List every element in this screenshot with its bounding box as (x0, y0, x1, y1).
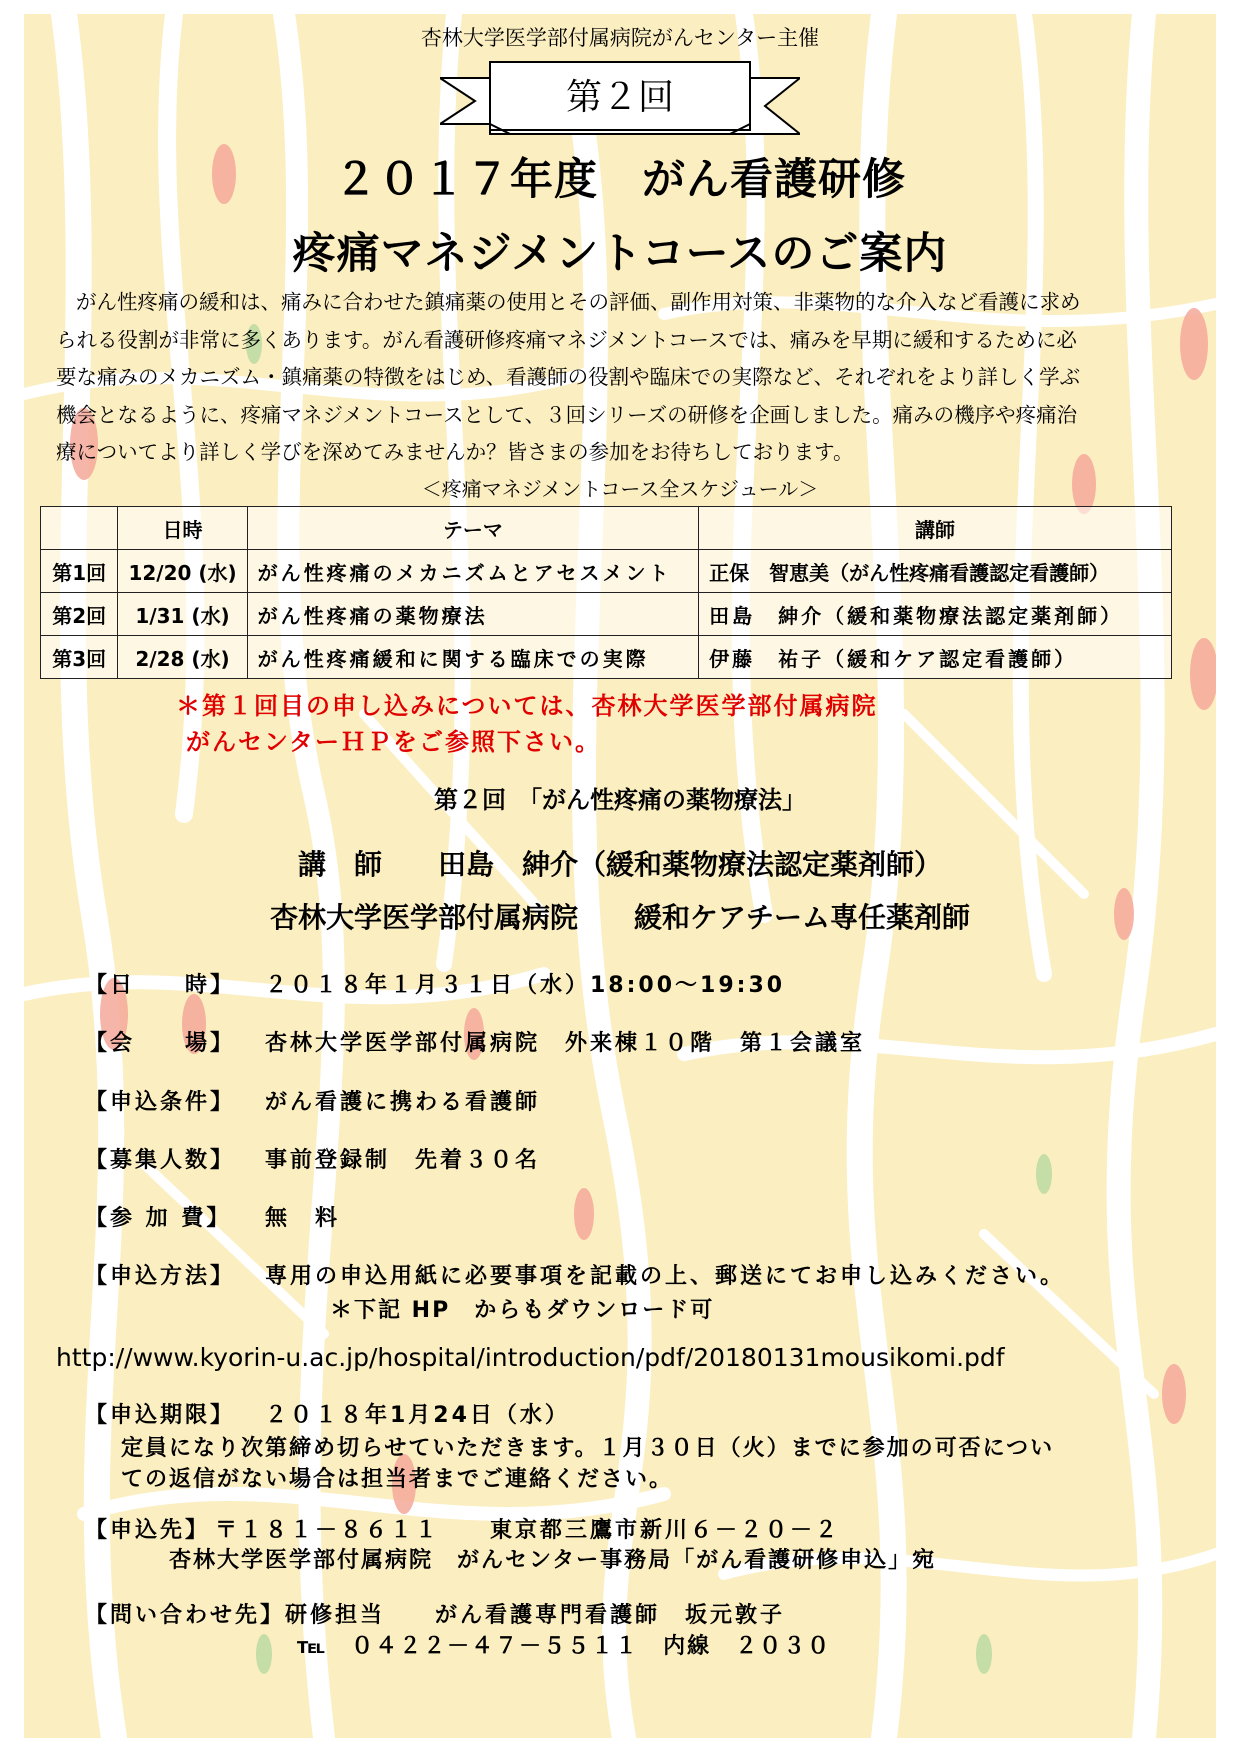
info-value: ２０１８年1月24日（水） (265, 1403, 570, 1428)
info-value: 杏林大学医学部付属病院 外来棟１０階 第１会議室 (265, 1031, 866, 1056)
intro-line: 療についてより詳しく学びを深めてみませんか？皆さまの参加をお待ちしております。 (56, 440, 854, 464)
deadline-note: ての返信がない場合は担当者までご連絡ください。 (121, 1467, 674, 1492)
info-contact (85, 1598, 832, 1659)
schedule-table (40, 506, 1172, 679)
info-datetime (85, 968, 785, 999)
info-label: 【会 場】 (85, 1031, 236, 1056)
date-cell: 2/28 (水) (118, 636, 247, 679)
round-label: 第２回 (565, 77, 674, 118)
lecturer-cell: 田島 紳介（緩和薬物療法認定薬剤師） (699, 593, 1172, 636)
intro-line: 要な痛みのメカニズム・鎮痛薬の特徴をはじめ、看護師の役割や臨床での実際など、それぞれをより詳しく学ぶ (56, 365, 1081, 389)
download-note: ＊下記 HP からもダウンロード可 (330, 1298, 715, 1323)
table-header-cell: 日時 (118, 507, 247, 550)
info-value: 無 料 (265, 1206, 341, 1231)
schedule-title: ＜疼痛マネジメントコース全スケジュール＞ (421, 477, 819, 501)
session-cell: 第3回 (41, 636, 118, 679)
table-row (41, 636, 1172, 679)
info-value: がん看護に携わる看護師 (265, 1090, 541, 1115)
deadline-note: 定員になり次第締め切らせていただきます。１月３０日（火）までに参加の可否につい (121, 1436, 1055, 1461)
lecturer-affiliation: 杏林大学医学部付属病院 緩和ケアチーム専任薬剤師 (269, 901, 970, 934)
intro-paragraph (56, 284, 1196, 472)
info-label: 【申込期限】 (85, 1403, 236, 1428)
theme-cell: がん性疼痛のメカニズムとアセスメント (247, 550, 698, 593)
intro-line: がん性疼痛の緩和は、痛みに合わせた鎮痛薬の使用とその評価、副作用対策、非薬物的な介入など看護に求め (76, 290, 1081, 314)
page-title: ２０１７年度 がん看護研修 (334, 155, 906, 205)
application-form-link[interactable]: http://www.kyorin-u.ac.jp/hospital/introduction/pdf/20180131mousikomi.pdf (56, 1343, 1005, 1372)
info-label: 【申込方法】 (85, 1264, 236, 1289)
round-banner (440, 58, 800, 142)
theme-cell: がん性疼痛の薬物療法 (247, 593, 698, 636)
intro-line: 機会となるように、疼痛マネジメントコースとして、３回シリーズの研修を企画しました。痛みの機序や疼痛治 (56, 402, 1078, 427)
table-header-row (41, 507, 1172, 550)
session-cell: 第2回 (41, 593, 118, 636)
page-subtitle: 疼痛マネジメントコースのご案内 (292, 229, 948, 279)
info-method (85, 1259, 1066, 1323)
session-title: 第２回 「がん性疼痛の薬物療法」 (434, 786, 806, 814)
lecturer-name: 講 師 田島 紳介（緩和薬物療法認定薬剤師） (297, 848, 942, 881)
table-row (41, 550, 1172, 593)
address-line: 杏林大学医学部付属病院 がんセンター事務局「がん看護研修申込」宛 (169, 1548, 937, 1573)
theme-cell: がん性疼痛緩和に関する臨床での実際 (247, 636, 698, 679)
info-venue (85, 1026, 865, 1057)
info-capacity (85, 1143, 540, 1174)
info-value: 事前登録制 先着３０名 (265, 1148, 541, 1173)
info-address (85, 1513, 937, 1573)
info-label: 【問い合わせ先】 (85, 1603, 286, 1628)
info-label: 【参 加 費】 (85, 1206, 232, 1231)
session-cell: 第1回 (41, 550, 118, 593)
info-value: 〒１８１－８６１１ 東京都三鷹市新川６－２０－２ (215, 1518, 841, 1543)
date-cell: 1/31 (水) (118, 593, 247, 636)
lecturer-cell: 正保 智恵美（がん性疼痛看護認定看護師） (699, 550, 1172, 593)
date-cell: 12/20 (水) (118, 550, 247, 593)
info-value: 研修担当 がん看護専門看護師 坂元敦子 (285, 1603, 786, 1628)
organizer-line: 杏林大学医学部付属病院がんセンター主催 (420, 26, 820, 50)
info-label: 【申込条件】 (85, 1090, 236, 1115)
lecturer-cell: 伊藤 祐子（緩和ケア認定看護師） (699, 636, 1172, 679)
intro-line: られる役割が非常に多くあります。がん看護研修疼痛マネジメントコースでは、痛みを早期に緩和するために必 (56, 327, 1077, 352)
notice-line: がんセンターＨＰをご参照下さい。 (186, 728, 602, 756)
info-fee (85, 1201, 340, 1232)
info-value: 専用の申込用紙に必要事項を記載の上、郵送にてお申し込みください。 (265, 1264, 1066, 1289)
table-header-cell (41, 507, 118, 550)
info-deadline (85, 1398, 1055, 1492)
table-header-cell: 講師 (699, 507, 1172, 550)
info-value: ２０１８年１月３１日（水）18:00～19:30 (265, 973, 786, 998)
registration-notice (176, 688, 878, 760)
table-header-cell: テーマ (247, 507, 698, 550)
info-eligibility (85, 1085, 540, 1116)
info-label: 【募集人数】 (85, 1148, 236, 1173)
table-row (41, 593, 1172, 636)
notice-line: ＊第１回目の申し込みについては、杏林大学医学部付属病院 (176, 692, 878, 720)
info-label: 【申込先】 (85, 1518, 211, 1543)
contact-tel: ℡ ０４２２－４７－５５１１ 内線 ２０３０ (297, 1634, 832, 1659)
info-label: 【日 時】 (85, 973, 236, 998)
